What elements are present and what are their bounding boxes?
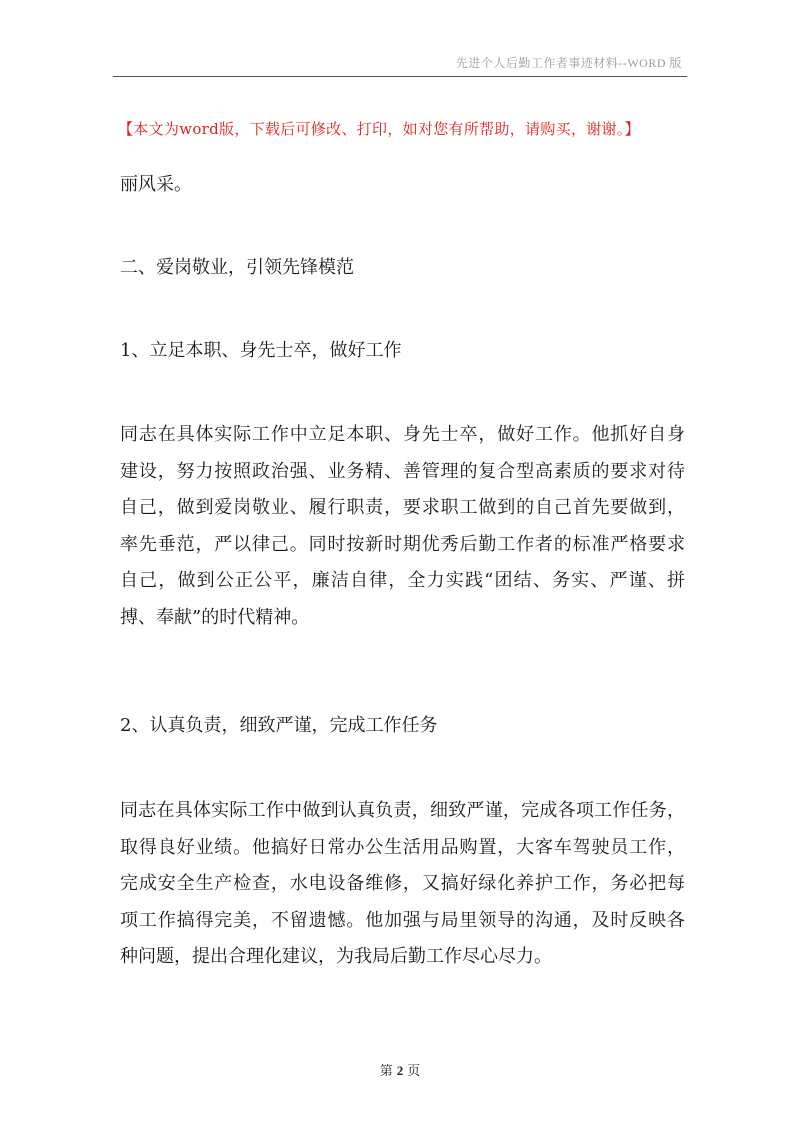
paragraph-line: 完成安全生产检查，水电设备维修，又搞好绿化养护工作，务必把每 xyxy=(120,873,685,894)
header-title: 先进个人后勤工作者事迹材料--WORD 版 xyxy=(455,56,682,70)
paragraph-line: 搏、奉献”的时代精神。 xyxy=(120,606,310,628)
section-heading-2 xyxy=(120,251,685,285)
paragraph-line: 率先垂范，严以律己。同时按新时期优秀后勤工作者的标准严格要求 xyxy=(120,533,685,555)
paragraph-line: 建设，努力按照政治强、业务精、善管理的复合型高素质的要求对待 xyxy=(120,460,685,482)
page-number: 2 xyxy=(396,1063,404,1078)
paragraph-3 xyxy=(120,417,685,636)
footer-prefix: 第 xyxy=(379,1063,393,1078)
paragraph-line: 自己，做到爱岗敬业、履行职责，要求职工做到的自己首先要做到， xyxy=(120,497,685,518)
paragraph-line: 同志在具体实际工作中做到认真负责，细致严谨，完成各项工作任务， xyxy=(120,800,685,821)
paragraph-line: 丽风采。 xyxy=(120,174,192,195)
heading-line: 2、认真负责，细致严谨，完成工作任务 xyxy=(120,715,438,736)
paragraph-line: 同志在具体实际工作中立足本职、身先士卒，做好工作。他抓好自身 xyxy=(120,424,685,445)
subheading-1 xyxy=(120,334,685,368)
paragraph-line: 种问题，提出合理化建议，为我局后勤工作尽心尽力。 xyxy=(120,946,552,967)
heading-line: 1、立足本职、身先士卒，做好工作 xyxy=(120,340,402,361)
subheading-2 xyxy=(120,709,685,743)
notice-text: 【本文为word版，下载后可修改、打印，如对您有所帮助，请购买，谢谢。】 xyxy=(118,120,640,138)
page-footer xyxy=(0,1060,800,1079)
footer-suffix: 页 xyxy=(407,1063,421,1078)
heading-line: 二、爱岗敬业，引领先锋模范 xyxy=(120,257,354,278)
paragraph-5 xyxy=(120,793,685,976)
paragraph-0 xyxy=(120,168,685,202)
paragraph-line: 取得良好业绩。他搞好日常办公生活用品购置，大客车驾驶员工作， xyxy=(120,836,685,858)
paragraph-line: 项工作搞得完美，不留遗憾。他加强与局里领导的沟通，及时反映各 xyxy=(120,909,685,931)
paragraph-line: 自己，做到公正公平，廉洁自律，全力实践“团结、务实、严谨、拼 xyxy=(120,570,685,591)
header-rule xyxy=(113,76,687,77)
